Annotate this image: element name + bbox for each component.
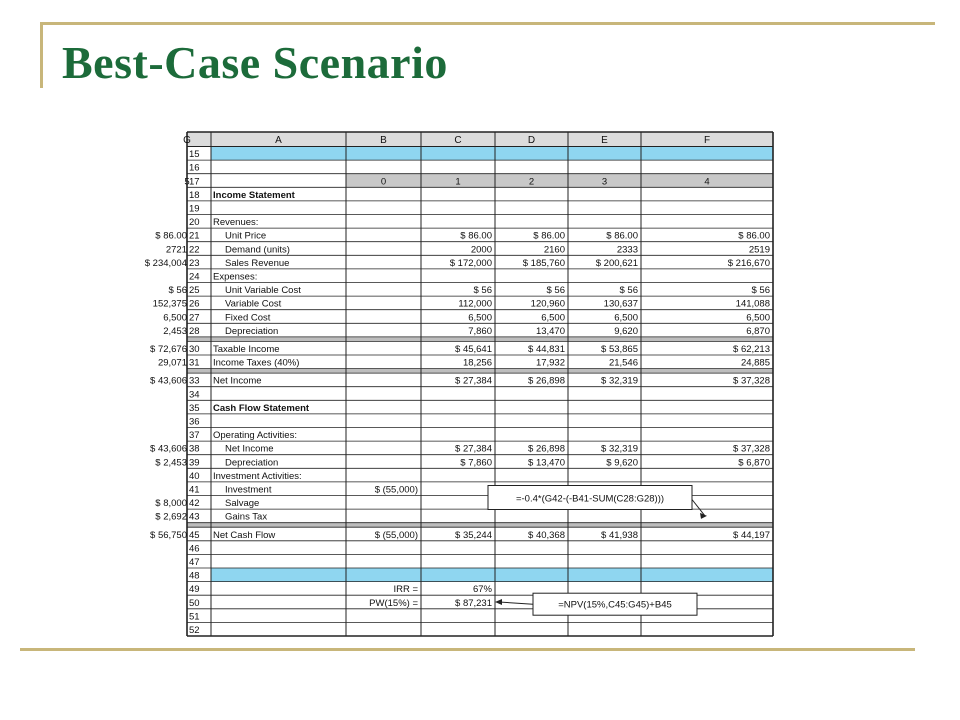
value-cell: $ 56 [546, 285, 565, 297]
value-cell: $ 56 [751, 285, 770, 297]
value-cell: $ 2,692 [155, 511, 187, 523]
row-number: 17 [189, 176, 200, 188]
callout-text-npv: =NPV(15%,C45:G45)+B45 [558, 599, 672, 611]
value-cell: 2000 [470, 244, 492, 256]
row-number: 23 [189, 257, 200, 269]
value-cell: $ 200,621 [595, 257, 638, 269]
value-cell: $ 53,865 [601, 344, 638, 355]
value-cell: $ 26,898 [528, 375, 565, 387]
row-label-cell: Depreciation [225, 325, 279, 337]
value-cell: 2,453 [163, 325, 187, 337]
row-number: 41 [189, 484, 200, 496]
value-cell: 4 [704, 176, 710, 188]
value-cell: $ 27,384 [455, 375, 492, 387]
value-cell: 2519 [748, 244, 770, 256]
row-number: 30 [189, 344, 200, 355]
column-header: F [703, 135, 711, 146]
row-number: 24 [189, 271, 200, 283]
row-number: 25 [189, 285, 200, 297]
column-header: G [183, 135, 191, 146]
row-label-cell: Income Taxes (40%) [213, 357, 300, 369]
value-cell: $ 45,641 [455, 344, 492, 355]
value-cell: 67% [472, 584, 492, 596]
value-cell: 5 [184, 176, 190, 188]
row-label-cell: Operating Activities: [213, 430, 297, 442]
row-label-cell: Net Income [213, 375, 262, 387]
row-number: 38 [189, 443, 200, 455]
row-number: 43 [189, 511, 200, 523]
value-cell: 130,637 [603, 298, 638, 310]
row-label-cell: Unit Variable Cost [225, 285, 301, 297]
bottom-rule [20, 648, 915, 651]
row-label-cell: Variable Cost [225, 298, 282, 310]
value-cell: $ 2,453 [155, 457, 187, 469]
value-cell: PW(15%) = [369, 597, 418, 609]
value-cell: 13,470 [535, 325, 565, 337]
value-cell: $ 86.00 [738, 230, 770, 242]
value-cell: 120,960 [530, 298, 565, 310]
value-cell: 2333 [616, 244, 638, 256]
row-label-cell: Investment [225, 484, 272, 496]
value-cell: 2160 [543, 244, 565, 256]
value-cell: 6,500 [614, 312, 638, 324]
value-cell: $ 32,319 [601, 375, 638, 387]
value-cell: $ 9,620 [606, 457, 638, 469]
value-cell: $ 7,860 [460, 457, 492, 469]
row-number: 50 [189, 597, 200, 609]
row-number: 46 [189, 543, 200, 555]
row-number: 22 [189, 244, 200, 256]
value-cell: $ 86.00 [460, 230, 492, 242]
column-header: A [275, 135, 282, 146]
row-number: 42 [189, 498, 200, 510]
value-cell: $ 56 [168, 285, 187, 297]
spreadsheet-grid [144, 132, 773, 639]
value-cell: $ 86.00 [155, 230, 187, 242]
value-cell: $ 37,328 [733, 375, 770, 387]
value-cell: $ 87,231 [455, 597, 492, 609]
value-cell: $ 44,831 [528, 344, 565, 355]
column-header: B [380, 135, 387, 146]
top-rule [40, 22, 935, 25]
row-number: 48 [189, 570, 200, 582]
row-label-cell: Net Cash Flow [213, 529, 276, 541]
value-cell: $ 8,000 [155, 498, 187, 510]
row-number: 31 [189, 357, 200, 369]
value-cell: $ 86.00 [533, 230, 565, 242]
value-cell: 2721 [165, 244, 187, 256]
hidden-row-divider [187, 337, 773, 342]
hidden-row-divider [187, 369, 773, 374]
value-cell: $ 234,004 [144, 257, 187, 269]
value-cell: $ 37,328 [733, 443, 770, 455]
row-number: 19 [189, 203, 200, 215]
row-label-cell: Taxable Income [213, 344, 280, 355]
value-cell: $ 6,870 [738, 457, 770, 469]
row-label-cell: Salvage [225, 498, 260, 510]
hidden-row-divider [187, 523, 773, 528]
value-cell: $ 27,384 [455, 443, 492, 455]
value-cell: 21,546 [608, 357, 638, 369]
value-cell: $ 13,470 [528, 457, 565, 469]
row-number: 26 [189, 298, 200, 310]
row-number: 51 [189, 611, 200, 623]
row-number: 40 [189, 470, 200, 482]
row-label-cell: Cash Flow Statement [213, 402, 310, 414]
row-number: 36 [189, 416, 200, 428]
row-label-cell: Income Statement [213, 189, 295, 201]
row-number: 27 [189, 312, 200, 324]
value-cell: 141,088 [735, 298, 770, 310]
spreadsheet-image [144, 132, 773, 644]
column-header: D [527, 135, 536, 146]
row-label-cell: Gains Tax [225, 511, 268, 523]
row-number: 21 [189, 230, 200, 242]
value-cell: 29,071 [157, 357, 187, 369]
highlight-row [211, 147, 773, 161]
value-cell: $ 26,898 [528, 443, 565, 455]
value-cell: 17,932 [535, 357, 565, 369]
value-cell: 6,500 [468, 312, 492, 324]
row-label-cell: Expenses: [213, 271, 258, 283]
row-number: 37 [189, 430, 200, 442]
value-cell: $ 41,938 [601, 529, 638, 541]
row-label-cell: Net Income [225, 443, 274, 455]
row-label-cell: Revenues: [213, 217, 259, 229]
row-label-cell: Depreciation [225, 457, 279, 469]
value-cell: 6,500 [163, 312, 187, 324]
row-number: 39 [189, 457, 200, 469]
value-cell: $ 62,213 [733, 344, 770, 355]
value-cell: $ 44,197 [733, 529, 770, 541]
value-cell: 152,375 [152, 298, 187, 310]
value-cell: $ 216,670 [727, 257, 770, 269]
value-cell: $ 56 [619, 285, 638, 297]
value-cell: $ (55,000) [374, 529, 418, 541]
row-number: 47 [189, 557, 200, 568]
row-number: 34 [189, 389, 200, 401]
callout-text-gains-tax: =-0.4*(G42-(-B41-SUM(C28:G28))) [515, 493, 665, 505]
value-cell: 112,000 [458, 298, 492, 310]
row-label-cell: Investment Activities: [213, 470, 302, 482]
row-number: 20 [189, 217, 200, 229]
row-number: 18 [189, 189, 200, 201]
value-cell: 24,885 [740, 357, 770, 369]
value-cell: $ 43,606 [150, 375, 187, 387]
value-cell: $ 185,760 [522, 257, 565, 269]
value-cell: $ 172,000 [449, 257, 492, 269]
value-cell: $ 35,244 [455, 529, 492, 541]
value-cell: 9,620 [614, 325, 638, 337]
value-cell: 6,500 [541, 312, 565, 324]
row-number: 33 [189, 375, 200, 387]
row-label-cell: Demand (units) [225, 244, 290, 256]
value-cell: 2 [528, 176, 535, 188]
value-cell: $ 56 [473, 285, 492, 297]
row-label-cell: Fixed Cost [225, 312, 271, 324]
value-cell: 18,256 [462, 357, 492, 369]
value-cell: 6,870 [746, 325, 770, 337]
value-cell: $ 72,676 [150, 344, 187, 355]
value-cell: 6,500 [746, 312, 770, 324]
row-label-cell: Unit Price [225, 230, 267, 242]
row-number: 15 [189, 149, 200, 161]
slide-title: Best-Case Scenario [62, 37, 448, 88]
column-header: E [601, 135, 608, 146]
row-number: 49 [189, 584, 200, 596]
value-cell: $ (55,000) [374, 484, 418, 496]
row-number: 35 [189, 402, 200, 414]
row-number: 28 [189, 325, 200, 337]
value-cell: 3 [601, 176, 608, 188]
row-number: 52 [189, 625, 200, 636]
row-number: 16 [189, 162, 200, 174]
column-header: C [454, 135, 462, 146]
row-number: 45 [189, 529, 200, 541]
value-cell: IRR = [393, 584, 418, 596]
value-cell: $ 40,368 [528, 529, 565, 541]
left-rule [40, 22, 43, 88]
value-cell: $ 43,606 [150, 443, 187, 455]
value-cell: 1 [455, 176, 461, 188]
value-cell: $ 86.00 [606, 230, 638, 242]
value-cell: 0 [380, 176, 387, 188]
value-cell: $ 32,319 [601, 443, 638, 455]
row-label-cell: Sales Revenue [225, 257, 290, 269]
value-cell: $ 56,750 [150, 529, 187, 541]
highlight-row [211, 568, 773, 582]
value-cell: 7,860 [468, 325, 492, 337]
